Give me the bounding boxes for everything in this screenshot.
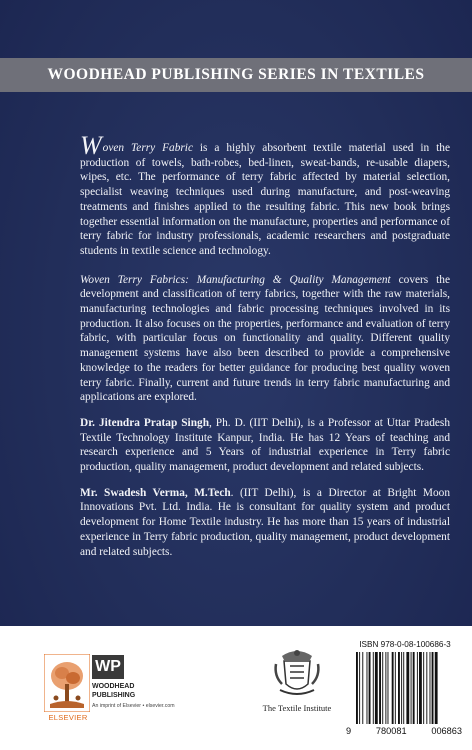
barcode-bar xyxy=(382,652,383,724)
barcode-bar xyxy=(432,652,434,724)
bio-text-verma: . (IIT Delhi), is a Director at Bright Moon Innovations Pvt. Ltd. India. He is consultant for quality system and product development for Home Textile industry. He has more than 15 years of industrial experience in Terry fabric production, quality management, product development and related subjects. xyxy=(80,486,450,558)
barcode-bar xyxy=(419,652,422,724)
book-full-title: Woven Terry Fabrics: Manufacturing & Quality Management xyxy=(80,273,391,286)
barcode-bar xyxy=(426,652,427,724)
blurb xyxy=(80,131,451,570)
series-title: WOODHEAD PUBLISHING SERIES IN TEXTILES xyxy=(47,66,425,83)
elsevier-wordmark: ELSEVIER xyxy=(48,713,88,722)
scope-text: covers the development and classification of terry fabrics, together with the raw materials, manufacturing technologies and fabric processing techniques involved in its production. It also focuses on the properties, performance and evaluation of terry fabric, with particular focus on functionality and quality. Different quality management systems have also been described to provide a comprehensive knowledge to the readers for better guidance for producing best quality woven terry fabric. Finally, current and future trends in terry fabric manufacturing and applications are explored. xyxy=(80,273,451,404)
barcode-bar xyxy=(411,652,412,724)
textile-institute-wordmark: The Textile Institute xyxy=(262,703,332,713)
wp-logo-icon: WP xyxy=(92,655,124,679)
series-banner xyxy=(0,58,472,92)
barcode-bar xyxy=(395,652,396,724)
barcode-bar xyxy=(379,652,381,724)
blurb-paragraph-scope xyxy=(80,273,450,405)
barcode-bars xyxy=(356,652,460,724)
blurb-paragraph-intro xyxy=(80,131,450,259)
woodhead-publishing-wordmark xyxy=(92,683,152,700)
barcode-bar xyxy=(385,652,386,724)
textile-institute-crest-icon xyxy=(272,646,322,698)
barcode-bar xyxy=(359,652,360,724)
barcode-digit-first: 9 xyxy=(346,726,352,736)
drop-cap: W xyxy=(80,131,102,160)
author-bio-verma xyxy=(80,486,450,560)
barcode-bar xyxy=(417,652,418,724)
elsevier-tree-logo-icon xyxy=(44,654,90,712)
barcode-bar xyxy=(375,652,378,724)
barcode-bar xyxy=(406,652,409,724)
barcode-bar xyxy=(401,652,402,724)
barcode-bar xyxy=(423,652,424,724)
barcode-bar xyxy=(398,652,400,724)
barcode-bar xyxy=(388,652,389,724)
author-name-singh: Dr. Jitendra Pratap Singh xyxy=(80,416,209,429)
barcode-bar xyxy=(362,652,363,724)
barcode-bar xyxy=(369,652,371,724)
barcode-bar xyxy=(403,652,404,724)
barcode-bar xyxy=(413,652,415,724)
barcode-bar xyxy=(367,652,368,724)
barcode-bar xyxy=(435,652,438,724)
book-title-inline xyxy=(80,131,193,160)
isbn-label: ISBN 978-0-08-100686-3 xyxy=(359,640,451,649)
author-bio-singh xyxy=(80,416,450,475)
wp-name-line-1: WOODHEAD xyxy=(92,683,135,690)
barcode-digits xyxy=(346,726,462,736)
barcode-digits-right: 006863 xyxy=(431,726,462,736)
barcode-digits-left: 780081 xyxy=(375,726,407,736)
book-title-rest: oven Terry Fabric xyxy=(102,142,193,154)
barcode-bar xyxy=(356,652,358,724)
author-name-verma: Mr. Swadesh Verma, M.Tech xyxy=(80,486,231,499)
bio-text-singh: , Ph. D. (IIT Delhi), is a Professor at Uttar Pradesh Textile Technology Institute Kanpur, India. He has 12 Years of teaching and research experience and 5 Years of industrial experience in Terry fabric production, quality management, product development and related subjects. xyxy=(80,416,450,474)
wp-name-line-2: PUBLISHING xyxy=(92,691,136,699)
imprint-line: An imprint of Elsevier • elsevier.com xyxy=(92,703,175,709)
barcode-bar xyxy=(430,652,431,724)
barcode-bar xyxy=(392,652,394,724)
barcode-bar xyxy=(373,652,374,724)
intro-text: is a highly absorbent textile material used in the production of towels, bath-robes, bed-linen, sweat-bands, re-usable diapers, wipes, etc. The performance of terry fabric affected by material selection, specialist weaving techniques used during manufacture, and post-weaving treatments and finishes applied to the resulting fabric. This new book brings together essential information on the manufacture, properties and performance of terry fabric for industry professionals, academic researchers and postgraduate students in textile science and technology. xyxy=(80,142,450,257)
